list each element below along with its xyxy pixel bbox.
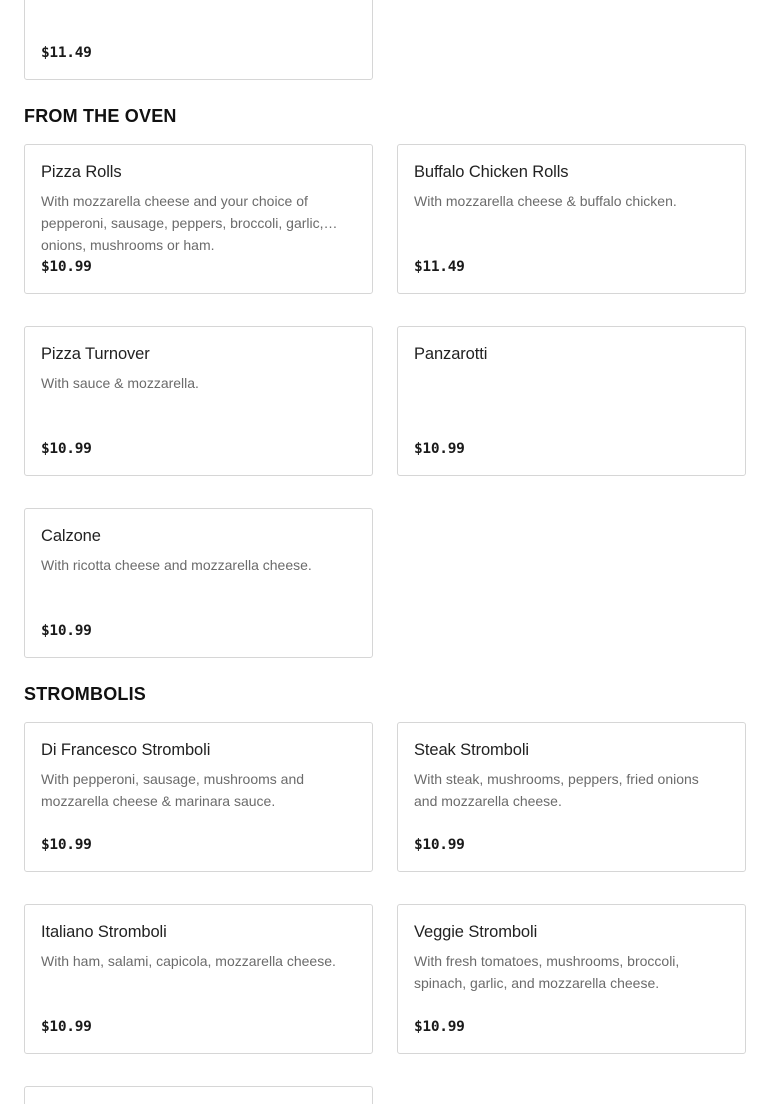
item-name: Veggie Stromboli: [414, 923, 538, 941]
item-name: Calzone: [41, 527, 101, 545]
item-description: With fresh tomatoes, mushrooms, broccoli, spinach, garlic, and mozzarella cheese.: [414, 953, 680, 991]
item-price: $10.99: [41, 623, 92, 639]
section-heading-from-the-oven: FROM THE OVEN: [24, 106, 177, 126]
item-price: $10.99: [414, 441, 465, 457]
item-name: Italiano Stromboli: [41, 923, 167, 941]
item-name: Buffalo Chicken Rolls: [414, 163, 569, 181]
menu-item-di-francesco-stromboli[interactable]: [24, 722, 373, 872]
item-price: $10.99: [41, 441, 92, 457]
item-description: With ham, salami, capicola, mozzarella cheese.: [41, 953, 336, 969]
item-price: $10.99: [41, 837, 92, 853]
item-name: Di Francesco Stromboli: [41, 741, 211, 759]
item-price: $10.99: [414, 837, 465, 853]
item-price: $10.99: [41, 1019, 92, 1035]
item-price: $11.49: [414, 259, 465, 275]
menu-item-steak-stromboli[interactable]: [397, 722, 746, 872]
item-name: Pizza Turnover: [41, 345, 150, 363]
item-name: Steak Stromboli: [414, 741, 529, 759]
section-heading-strombolis: STROMBOLIS: [24, 684, 146, 704]
item-name: Panzarotti: [414, 345, 488, 363]
item-description: With sauce & mozzarella.: [41, 375, 199, 391]
menu-item-pizza-turnover[interactable]: [24, 326, 373, 476]
item-price: $10.99: [41, 259, 92, 275]
item-description: With pepperoni, sausage, mushrooms and mozzarella cheese & marinara sauce.: [41, 771, 305, 809]
menu-item-buffalo-chicken-rolls[interactable]: [397, 144, 746, 294]
item-price: $10.99: [414, 1019, 465, 1035]
item-description: With mozzarella cheese and your choice of pepperoni, sausage, peppers, broccoli, garlic, onions, mushrooms or ham.: [41, 193, 324, 253]
menu-item-veggie-stromboli[interactable]: [397, 904, 746, 1054]
menu-item-card[interactable]: [24, 1086, 373, 1104]
menu-item-italiano-stromboli[interactable]: [24, 904, 373, 1054]
item-name: Pizza Rolls: [41, 163, 122, 181]
item-price: $11.49: [41, 45, 92, 61]
item-description: With mozzarella cheese & buffalo chicken.: [414, 193, 677, 209]
item-description: With ricotta cheese and mozzarella cheese.: [41, 557, 312, 573]
menu-item-panzarotti[interactable]: [397, 326, 746, 476]
menu-item-pizza-rolls[interactable]: [24, 144, 373, 294]
item-description: With steak, mushrooms, peppers, fried onions and mozzarella cheese.: [414, 771, 699, 809]
menu-item-calzone[interactable]: [24, 508, 373, 658]
menu-item-card[interactable]: [24, 0, 373, 80]
